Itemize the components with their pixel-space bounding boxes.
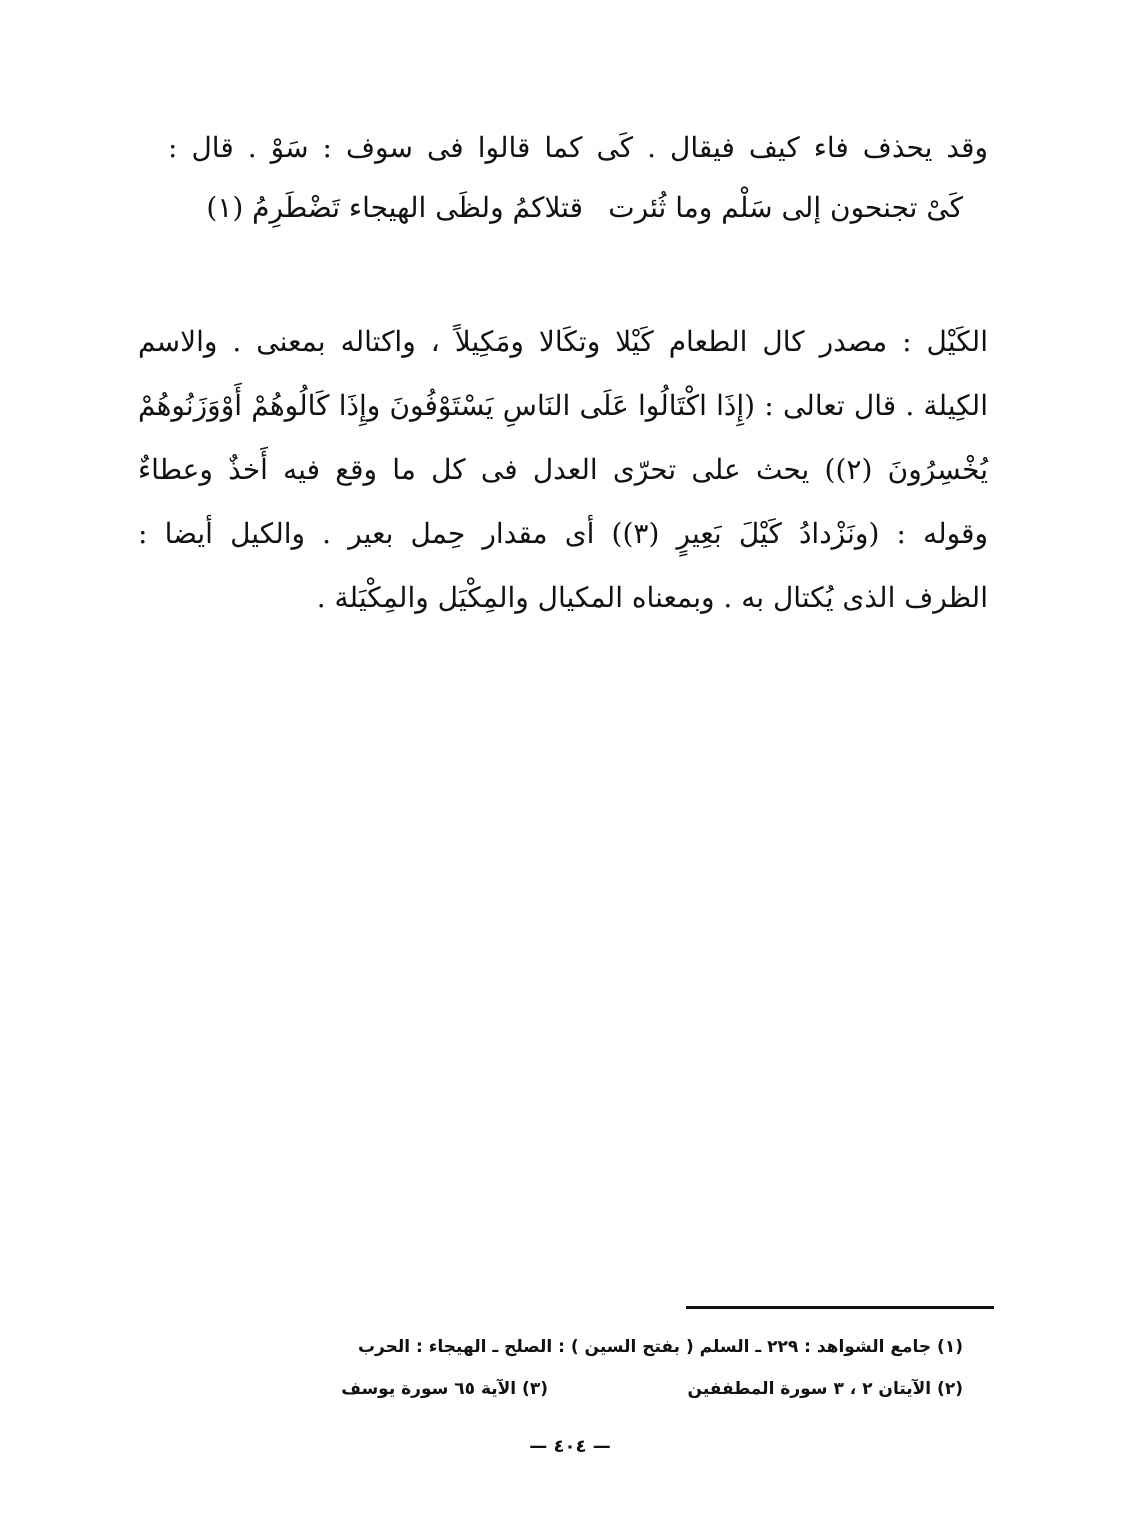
paragraph-line: الظرف الذى يُكتال به . وبمعناه المكيال والمِكْيَل والمِكْيَلة . [316, 581, 988, 614]
paragraph-line: يُخْسِرُونَ (٢)) يحث على تحرّى العدل فى كل ما وقع فيه أَخذٌ وعطاءٌ [138, 453, 989, 486]
page-number: — ٤٠٤ — [529, 1436, 611, 1457]
paragraph-line: الكَيْل : مصدر كال الطعام كَيْلا وتكَالا ومَكِيلاً ، واكتاله بمعنى . والاسم [138, 325, 988, 358]
intro-line: وقد يحذف فاء كيف فيقال . كَى كما قالوا فى سوف : سَوْ . قال : [168, 131, 988, 164]
footnote-3: (٣) الآية ٦٥ سورة يوسف [341, 1379, 548, 1399]
verse-hemistich-right: كَىْ تجنحون إلى سَلْم وما ثُئرت [608, 191, 963, 224]
verse-hemistich-left: قتلاكمُ ولظَى الهيجاء تَضْطَرِمُ (١) [206, 191, 583, 224]
paragraph-line: وقوله : (ونَزْدادُ كَيْلَ بَعِيرٍ (٣)) أى مقدار حِمل بعير . والكيل أيضا : [138, 517, 988, 550]
footnote-divider [686, 1306, 994, 1309]
footnote-1: (١) جامع الشواهد : ٢٢٩ ـ السلم ( بفتح السين ) : الصلح ـ الهيجاء : الحرب [357, 1337, 963, 1357]
paragraph-line: الكِيلة . قال تعالى : (إِذَا اكْتَالُوا عَلَى النَاسِ يَسْتَوْفُونَ وإِذَا كَالُوهُمْ أَوْوَزَنُوهُمْ [138, 389, 988, 422]
footnote-2: (٢) الآيتان ٢ ، ٣ سورة المطففين [687, 1379, 963, 1399]
